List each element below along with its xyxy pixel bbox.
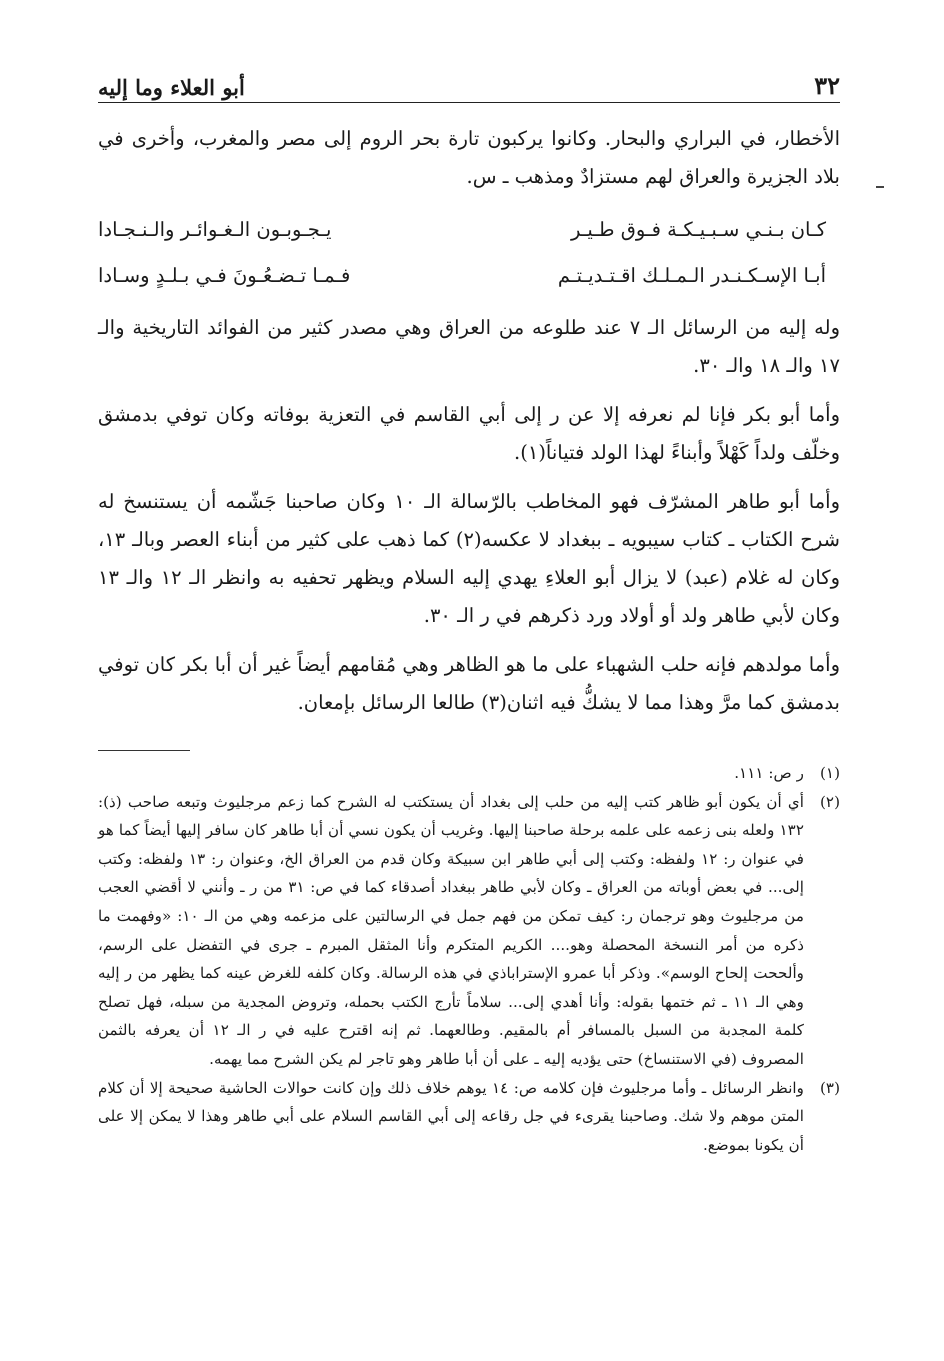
verse-2-first-hemistich: أبـا الإسـكـنـدر الـمـلـك اقـتـديـتـم bbox=[557, 264, 826, 287]
footnote-2 bbox=[98, 788, 840, 1074]
verse-2 bbox=[98, 253, 840, 299]
footnote-number: (١) bbox=[819, 764, 840, 782]
footnote-3 bbox=[98, 1074, 840, 1160]
paragraph-3: وأما أبو بكر فإنا لم نعرفه إلا عن ر إلى أبي القاسم في التعزية بوفاته وكان توفي بدمشق وخلّف ولداً كَهْلاً وأبناءً لهذا الولد فتياناً(١). bbox=[98, 403, 840, 464]
paragraph-1: الأخطار، في البراري والبحار. وكانوا يركبون تارة بحر الروم إلى مصر والمغرب، وأخرى في بلاد الجزيرة والعراق لهم مستزادٌ ومذهب ـ س. bbox=[98, 127, 840, 188]
paragraph-2: وله إليه من الرسائل الـ ٧ عند طلوعه من العراق وهي مصدر كثير من الفوائد التاريخية والـ ١٧ والـ ١٨ والـ ٣٠. bbox=[98, 316, 840, 377]
running-title: أبو العلاء وما إليه bbox=[98, 75, 245, 100]
main-text bbox=[98, 120, 840, 733]
footnote-text: أي أن يكون أبو ظاهر كتب إليه من حلب إلى بغداد أن يستكتب له الشرح كما زعم مرجليوث وتبعه صاحب (ذ): ١٣٢ ولعله بنى زعمه على علمه برحلة صاحبنا إليها. وغريب أن يكون نسي أن أبا طاهر كان سافر إليها أيضاً كما هو في عنوان ر: ١٢ ولفظه: وكتب إلى أبي طاهر ابن سبيكة وكان قدم من العراق الخ، وعنوان ر: ١٣ ولفظه: وكتب إلى... في بعض أوباته من العراق ـ وكان لأبي طاهر ببغداد أصدقاء كما في ص: ٣١ من ر ـ وأنني لا أقضي العجب من مرجليوث وهو ترجمان ر: كيف تمكن من فهم جمل في الرسالتين على مزعمه وهي من الـ ١٠: «وفهمت ما ذكره من أمر النسخة المحصلة وهو.... الكريم المتكرم وأنا المثقل المبرم ـ جرى في التفضل على الرسم، وألححت إلحاح الوسم». وذكر أبا عمرو الإستراباذي في هذه الرسالة. وكان كلفه للغرض عينه كما يظهر من ر إليه وهي الـ ١١ ـ ثم ختمها بقوله: وأنا أهدي إلى... سلاماً تأرج الكتب بحمله، وتروض المجدية من سبله، فهل تصلح كلمة المجدبة من السبل بالمسافر أم بالمقيم. وطالعهما. ثم إنه اقترح عليه في ر الـ ١٢ أن يعرفه بالثمن المصروف (في الاستنساخ) حتى يؤديه إليه ـ على أن أبا طاهر وهو تاجر لم يكن الشرح مما يهمه. bbox=[98, 792, 804, 1068]
verse-1 bbox=[98, 207, 840, 253]
verse-1-second-hemistich: يـجـوبـون الـغـوائـر والـنـجـادا bbox=[98, 218, 332, 241]
footnote-number: (٢) bbox=[819, 792, 840, 811]
margin-mark bbox=[876, 186, 884, 188]
book-page bbox=[98, 0, 840, 1361]
page-header bbox=[98, 62, 840, 103]
footnotes bbox=[98, 740, 840, 1159]
footnote-separator bbox=[98, 750, 190, 751]
verse-1-first-hemistich: كـان بـنـي سـبـيـكـة فـوق طـيـر bbox=[570, 218, 826, 241]
paragraph-4: وأما أبو طاهر المشرّف فهو المخاطب بالرّسالة الـ ١٠ وكان صاحبنا جَشّمه أن يستنسخ له شرح الكتاب ـ كتاب سيبويه ـ ببغداد لا عكسه(٢) كما ذهب على كثير من أبناء العصر وبالـ ١٣، وكان له غلام (عبد) لا يزال أبو العلاءِ يهدي إليه السلام ويظهر تحفيه به وانظر الـ ١٢ والـ ١٣ وكان لأبي طاهر ولد أو أولاد ورد ذكرهم في ر الـ ٣٠. bbox=[98, 490, 841, 627]
footnote-text: ر ص: ١١١. bbox=[734, 764, 804, 782]
verse-2-second-hemistich: فـمـا تـضـعُـونَ فـي بـلـدٍ وسـادا bbox=[98, 264, 351, 287]
footnote-text: وانظر الرسائل ـ وأما مرجليوث فإن كلامه ص: ١٤ يوهم خلاف ذلك وإن كانت حوالات الحاشية صحيحة إلا أن كلام المتن موهم ولا شك. وصاحبنا يقرىء في جل رقاعه إلى أبي القاسم السلام على أبي طاهر وهذا لا يمكن إلا على أن يكونا بموضع. bbox=[98, 1078, 804, 1154]
page-number: ٣٢ bbox=[814, 71, 840, 100]
footnote-number: (٣) bbox=[819, 1078, 840, 1097]
footnote-1 bbox=[98, 759, 840, 788]
poem bbox=[98, 207, 840, 299]
paragraph-5: وأما مولدهم فإنه حلب الشهباء على ما هو الظاهر وهي مُقامهم أيضاً غير أن أبا بكر كان توفي بدمشق كما مرَّ وهذا مما لا يشكُّ فيه اثنان(٣) طالعا الرسائل بإمعان. bbox=[98, 653, 840, 714]
